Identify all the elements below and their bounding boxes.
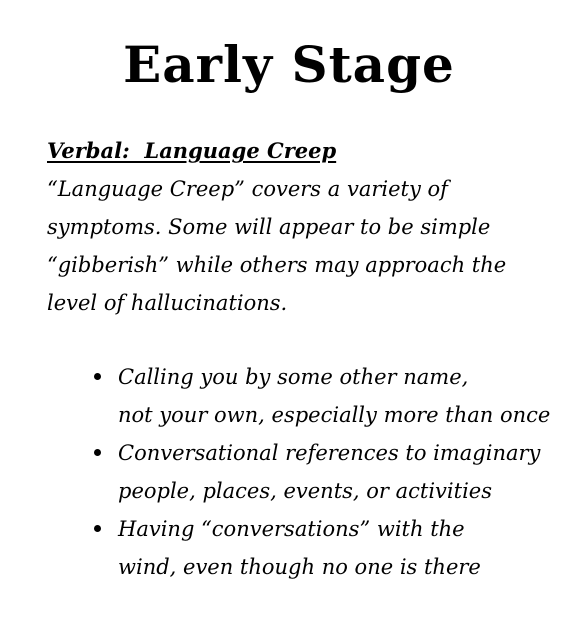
section-body [47,132,567,322]
list-item-line: not your own, especially more than once [118,403,551,427]
list-item-line: Calling you by some other name, [118,365,469,389]
paragraph-line: symptoms. Some will appear to be simple [47,215,491,239]
list-item-line: people, places, events, or activities [118,479,492,503]
list-item-line: wind, even though no one is there [118,555,481,579]
bullet-icon [94,373,101,380]
list-item [94,434,564,510]
list-item [94,358,564,434]
paragraph-line: “gibberish” while others may approach the [47,253,507,277]
section-paragraph [47,170,567,322]
bullet-icon [94,525,101,532]
page-title: Early Stage [123,35,455,94]
list-item-line: Conversational references to imaginary [118,441,541,465]
section-heading: Verbal: Language Creep [47,138,337,163]
list-item [94,510,564,586]
paragraph-line: level of hallucinations. [47,291,288,315]
symptom-list [94,358,564,586]
list-item-line: Having “conversations” with the [118,517,465,541]
bullet-icon [94,449,101,456]
paragraph-line: “Language Creep” covers a variety of [47,177,448,201]
